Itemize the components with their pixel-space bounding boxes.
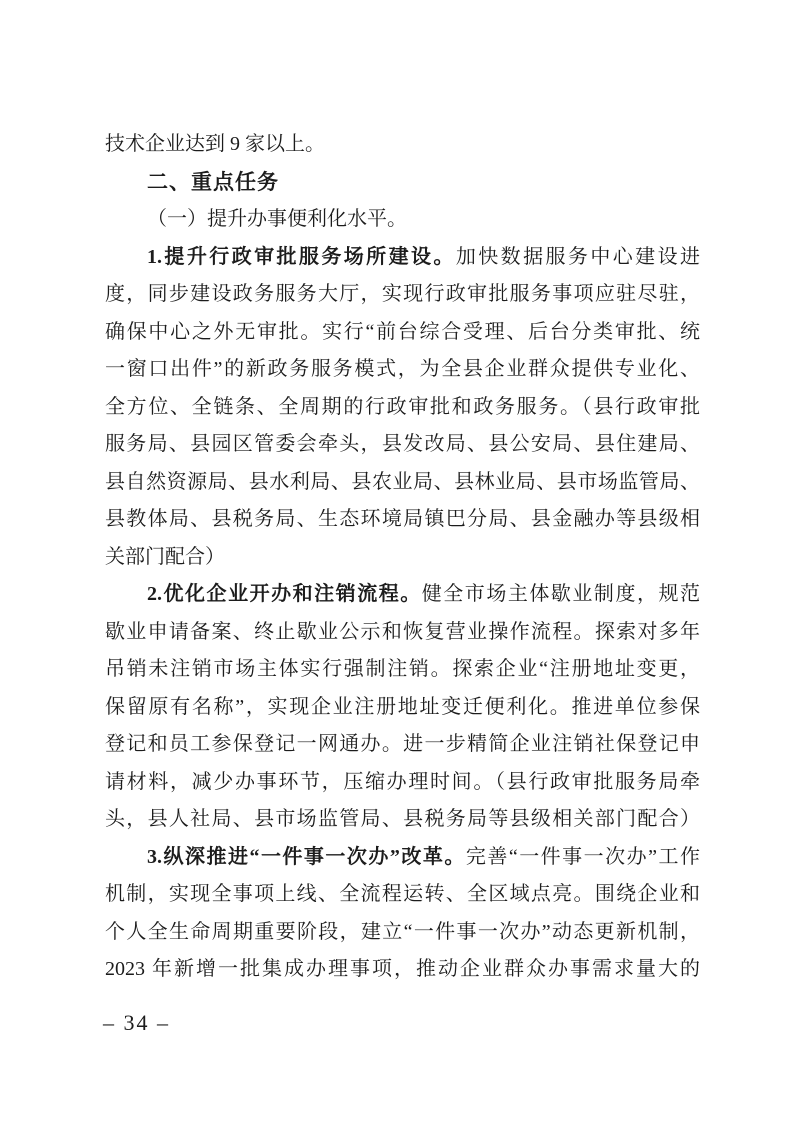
section-heading-text: 二、重点任务 — [147, 170, 279, 194]
body-text: 登记和员工参保登记一网通办。进一步精简企业注销社保登记申 — [105, 733, 700, 755]
bold-lead-text: 2.优化企业开办和注销流程。 — [147, 583, 422, 605]
text-line — [105, 426, 700, 464]
subsection-heading-text: （一）提升办事便利化水平。 — [147, 208, 407, 230]
bold-lead-text: 1.提升行政审批服务场所建设。 — [147, 245, 456, 268]
text-line — [105, 239, 700, 277]
kaiti-text: 县教体局、县税务局、生态环境局镇巴分局、县金融办等县级相 — [105, 508, 700, 530]
body-text: 请材料，减少办事环节，压缩办理时间。 — [105, 770, 495, 793]
body-text: 加快数据服务中心建设进 — [455, 245, 700, 268]
text-line — [105, 801, 700, 839]
body-text: 2023 年新增一批集成办理事项，推动企业群众办事需求量大的 — [105, 958, 700, 980]
kaiti-text: 县自然资源局、县水利局、县农业局、县林业局、县市场监管局、 — [105, 470, 700, 493]
body-text: 健全市场主体歇业制度，规范 — [421, 583, 700, 605]
text-line — [105, 501, 700, 539]
body-text-block — [105, 126, 700, 989]
page-number: – 34 – — [103, 1010, 170, 1035]
kaiti-text: （县行政审批服务局牵 — [495, 770, 700, 793]
text-line — [105, 951, 700, 989]
text-line — [105, 314, 700, 352]
section-heading — [105, 164, 700, 202]
body-text: 吊销未注销市场主体实行强制注销。探索企业“注册地址变更， — [105, 658, 700, 680]
body-text: 机制，实现全事项上线、全流程运转、全区域点亮。围绕企业和 — [105, 883, 700, 905]
body-text: 歇业申请备案、终止歇业公示和恢复营业操作流程。探索对多年 — [105, 620, 700, 643]
text-line — [105, 351, 700, 389]
subsection-heading — [105, 201, 700, 239]
bold-lead-text: 3.纵深推进“一件事一次办”改革。 — [147, 845, 466, 868]
body-text: 保留原有名称”，实现企业注册地址变迁便利化。推进单位参保 — [105, 695, 700, 718]
text-line — [105, 576, 700, 614]
text-line — [105, 651, 700, 689]
body-text: 完善“一件事一次办”工作 — [465, 845, 700, 868]
kaiti-text: 服务局、县园区管委会牵头，县发改局、县公安局、县住建局、 — [105, 433, 700, 455]
body-text: 一窗口出件”的新政务服务模式，为全县企业群众提供专业化、 — [105, 358, 700, 380]
text-line — [105, 539, 700, 577]
text-line — [105, 389, 700, 427]
text-line — [105, 126, 700, 164]
kaiti-text: 关部门配合） — [105, 545, 225, 568]
body-text: 确保中心之外无审批。实行“前台综合受理、后台分类审批、统 — [105, 320, 700, 343]
text-line — [105, 726, 700, 764]
text-line — [105, 689, 700, 727]
body-text: 度，同步建设政务服务大厅，实现行政审批服务事项应驻尽驻， — [105, 283, 700, 305]
text-line — [105, 914, 700, 952]
text-line — [105, 614, 700, 652]
text-line — [105, 464, 700, 502]
text-line — [105, 876, 700, 914]
text-line — [105, 764, 700, 802]
text-line — [105, 839, 700, 877]
kaiti-text: 头，县人社局、县市场监管局、县税务局等县级相关部门配合） — [105, 808, 700, 830]
body-text: 技术企业达到 9 家以上。 — [105, 133, 325, 155]
body-text: 个人全生命周期重要阶段，建立“一件事一次办”动态更新机制， — [105, 920, 700, 943]
text-line — [105, 276, 700, 314]
kaiti-text: （县行政审批 — [581, 395, 700, 418]
body-text: 全方位、全链条、全周期的行政审批和政务服务。 — [105, 395, 582, 418]
